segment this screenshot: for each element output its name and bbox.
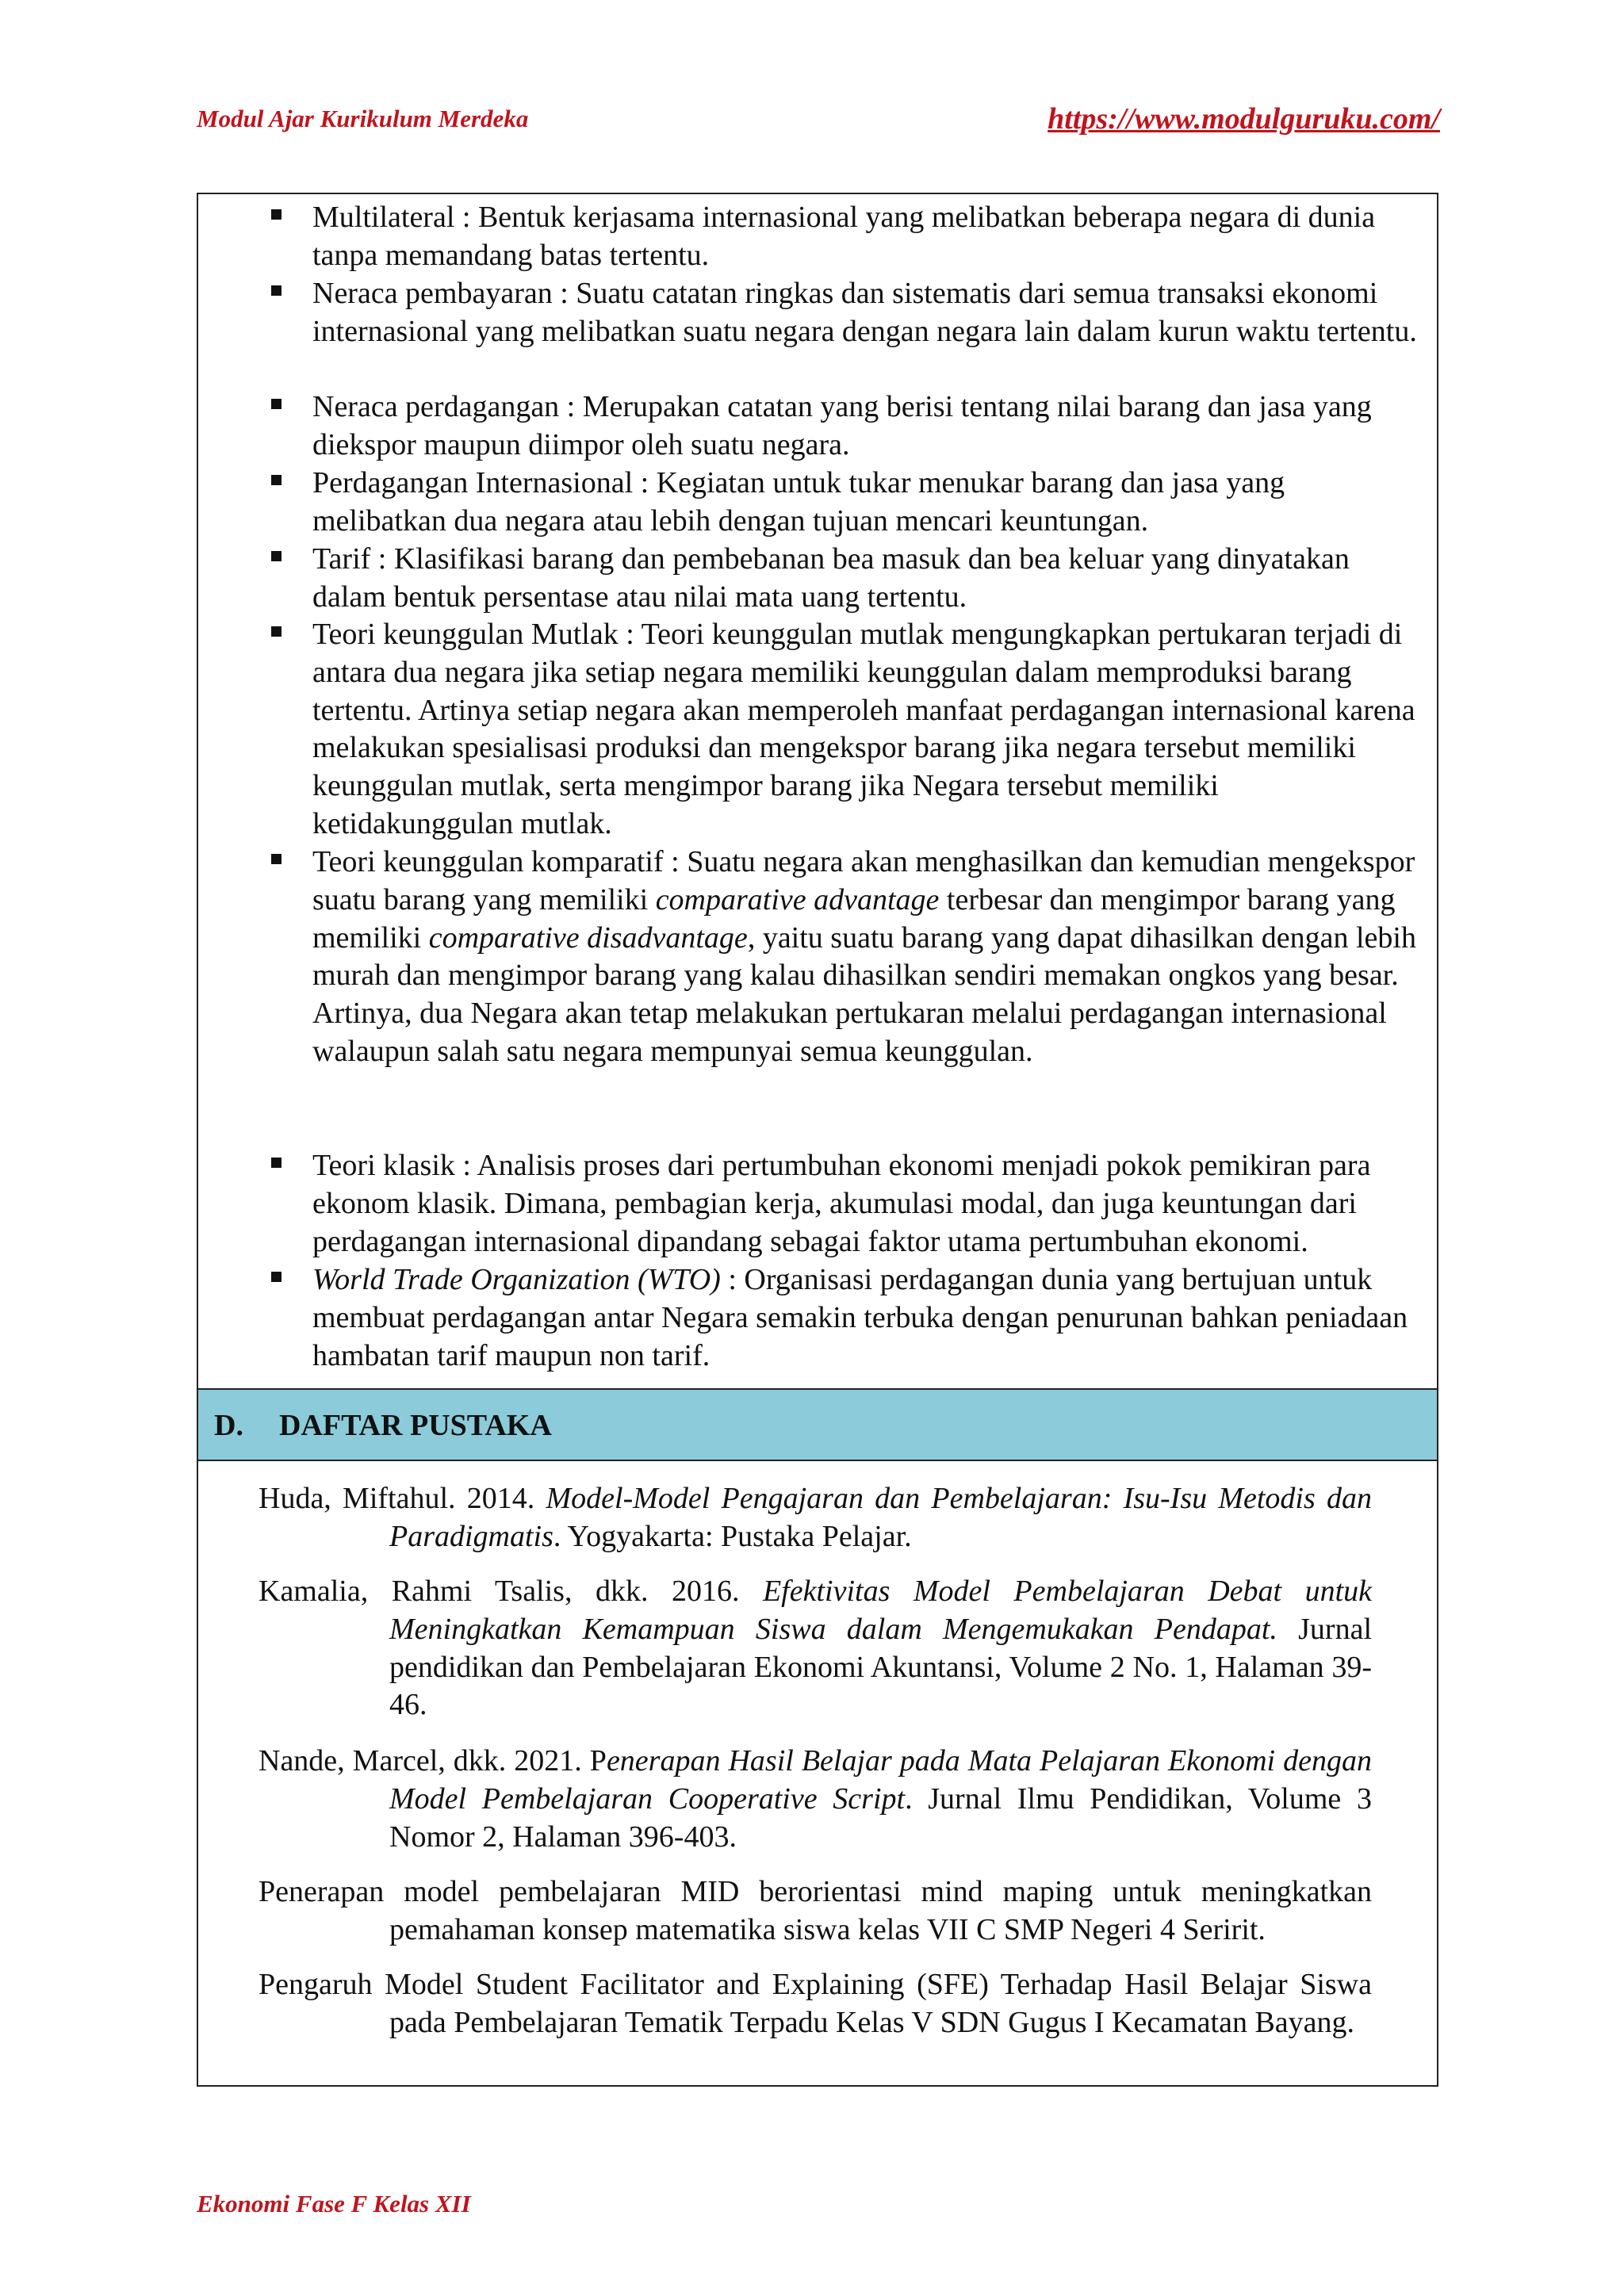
reference-item: Huda, Miftahul. 2014. Model-Model Pengajaran dan Pembelajaran: Isu-Isu Metodis dan Paradigmatis. Yogyakarta: Pustaka Pelajar. [259,1482,1372,1553]
glossary-item-teori-klasik: Teori klasik : Analisis proses dari pertumbuhan ekonomi menjadi pokok pemikiran para ekonom klasik. Dimana, pembagian kerja, akumulasi modal, dan juga keuntungan dari perdagangan internasional dipandang sebagai faktor utama pertumbuhan ekonomi. [312,1147,1423,1261]
glossary-item-neraca-perdagangan: Neraca perdagangan : Merupakan catatan yang berisi tentang nilai barang dan jasa yang diekspor maupun diimpor oleh suatu negara. [312,388,1423,465]
square-bullet-icon [271,1158,282,1168]
glossary-item-teori-keunggulan-mutlak: Teori keunggulan Mutlak : Teori keunggulan mutlak mengungkapkan pertukaran terjadi di antara dua negara jika setiap negara memiliki keunggulan dalam memproduksi barang tertentu. Artinya setiap negara akan memperoleh manfaat perdagangan internasional karena melakukan spesialisasi produksi dan mengekspor barang jika negara tersebut memiliki keunggulan mutlak, serta mengimpor barang jika Negara tersebut memiliki ketidakunggulan mutlak. [312,616,1423,844]
reference-item: Penerapan model pembelajaran MID berorientasi mind maping untuk meningkatkan pemahaman konsep matematika siswa kelas VII C SMP Negeri 4 Seririt. [259,1875,1372,1946]
square-bullet-icon [271,475,282,485]
glossary-item-multilateral: Multilateral : Bentuk kerjasama internasional yang melibatkan beberapa negara di dunia tanpa memandang batas tertentu. [312,199,1423,275]
square-bullet-icon [271,1272,282,1282]
content-box [197,193,1438,2087]
section-letter: D. [214,1409,243,1442]
glossary-item-neraca-pembayaran: Neraca pembayaran : Suatu catatan ringkas dan sistematis dari semua transaksi ekonomi internasional yang melibatkan suatu negara dengan negara lain dalam kurun waktu tertentu. [312,275,1423,351]
glossary-item-tarif: Tarif : Klasifikasi barang dan pembebanan bea masuk dan bea keluar yang dinyatakan dalam bentuk persentase atau nilai mata uang tertentu. [312,541,1423,617]
square-bullet-icon [271,399,282,409]
reference-item: Nande, Marcel, dkk. 2021. Penerapan Hasil Belajar pada Mata Pelajaran Ekonomi dengan Model Pembelajaran Cooperative Script. Jurnal Ilmu Pendidikan, Volume 3 Nomor 2, Halaman 396-403. [259,1744,1372,1854]
reference-item: Kamalia, Rahmi Tsalis, dkk. 2016. Efektivitas Model Pembelajaran Debat untuk Meningkatkan Kemampuan Siswa dalam Mengemukakan Pendapat. Jurnal pendidikan dan Pembelajaran Ekonomi Akuntansi, Volume 2 No. 1, Halaman 39-46. [259,1575,1372,1722]
square-bullet-icon [271,285,282,296]
footer-subject-label: Ekonomi Fase F Kelas XII [197,2190,471,2218]
header-website-link[interactable]: https://www.modulguruku.com/ [1048,102,1440,136]
square-bullet-icon [271,626,282,637]
reference-item: Pengaruh Model Student Facilitator and Explaining (SFE) Terhadap Hasil Belajar Siswa pada Pembelajaran Tematik Terpadu Kelas V SDN Gugus I Kecamatan Bayang. [259,1968,1372,2039]
square-bullet-icon [271,551,282,561]
square-bullet-icon [271,209,282,220]
glossary-item-perdagangan-internasional: Perdagangan Internasional : Kegiatan untuk tukar menukar barang dan jasa yang melibatkan dua negara atau lebih dengan tujuan mencari keuntungan. [312,465,1423,541]
header-module-title: Modul Ajar Kurikulum Merdeka [197,105,529,132]
section-header-daftar-pustaka [198,1388,1437,1461]
glossary-item-teori-keunggulan-komparatif: Teori keunggulan komparatif : Suatu negara akan menghasilkan dan kemudian mengekspor suatu barang yang memiliki comparative advantage terbesar dan mengimpor barang yang memiliki comparative disadvantage, yaitu suatu barang yang dapat dihasilkan dengan lebih murah dan mengimpor barang yang kalau dihasilkan sendiri memakan ongkos yang besar. Artinya, dua Negara akan tetap melakukan pertukaran melalui perdagangan internasional walaupun salah satu negara mempunyai semua keunggulan. [312,844,1423,1071]
glossary-item-wto: World Trade Organization (WTO) : Organisasi perdagangan dunia yang bertujuan untuk membuat perdagangan antar Negara semakin terbuka dengan penurunan bahkan peniadaan hambatan tarif maupun non tarif. [312,1261,1423,1375]
section-title: DAFTAR PUSTAKA [279,1409,552,1442]
square-bullet-icon [271,854,282,864]
